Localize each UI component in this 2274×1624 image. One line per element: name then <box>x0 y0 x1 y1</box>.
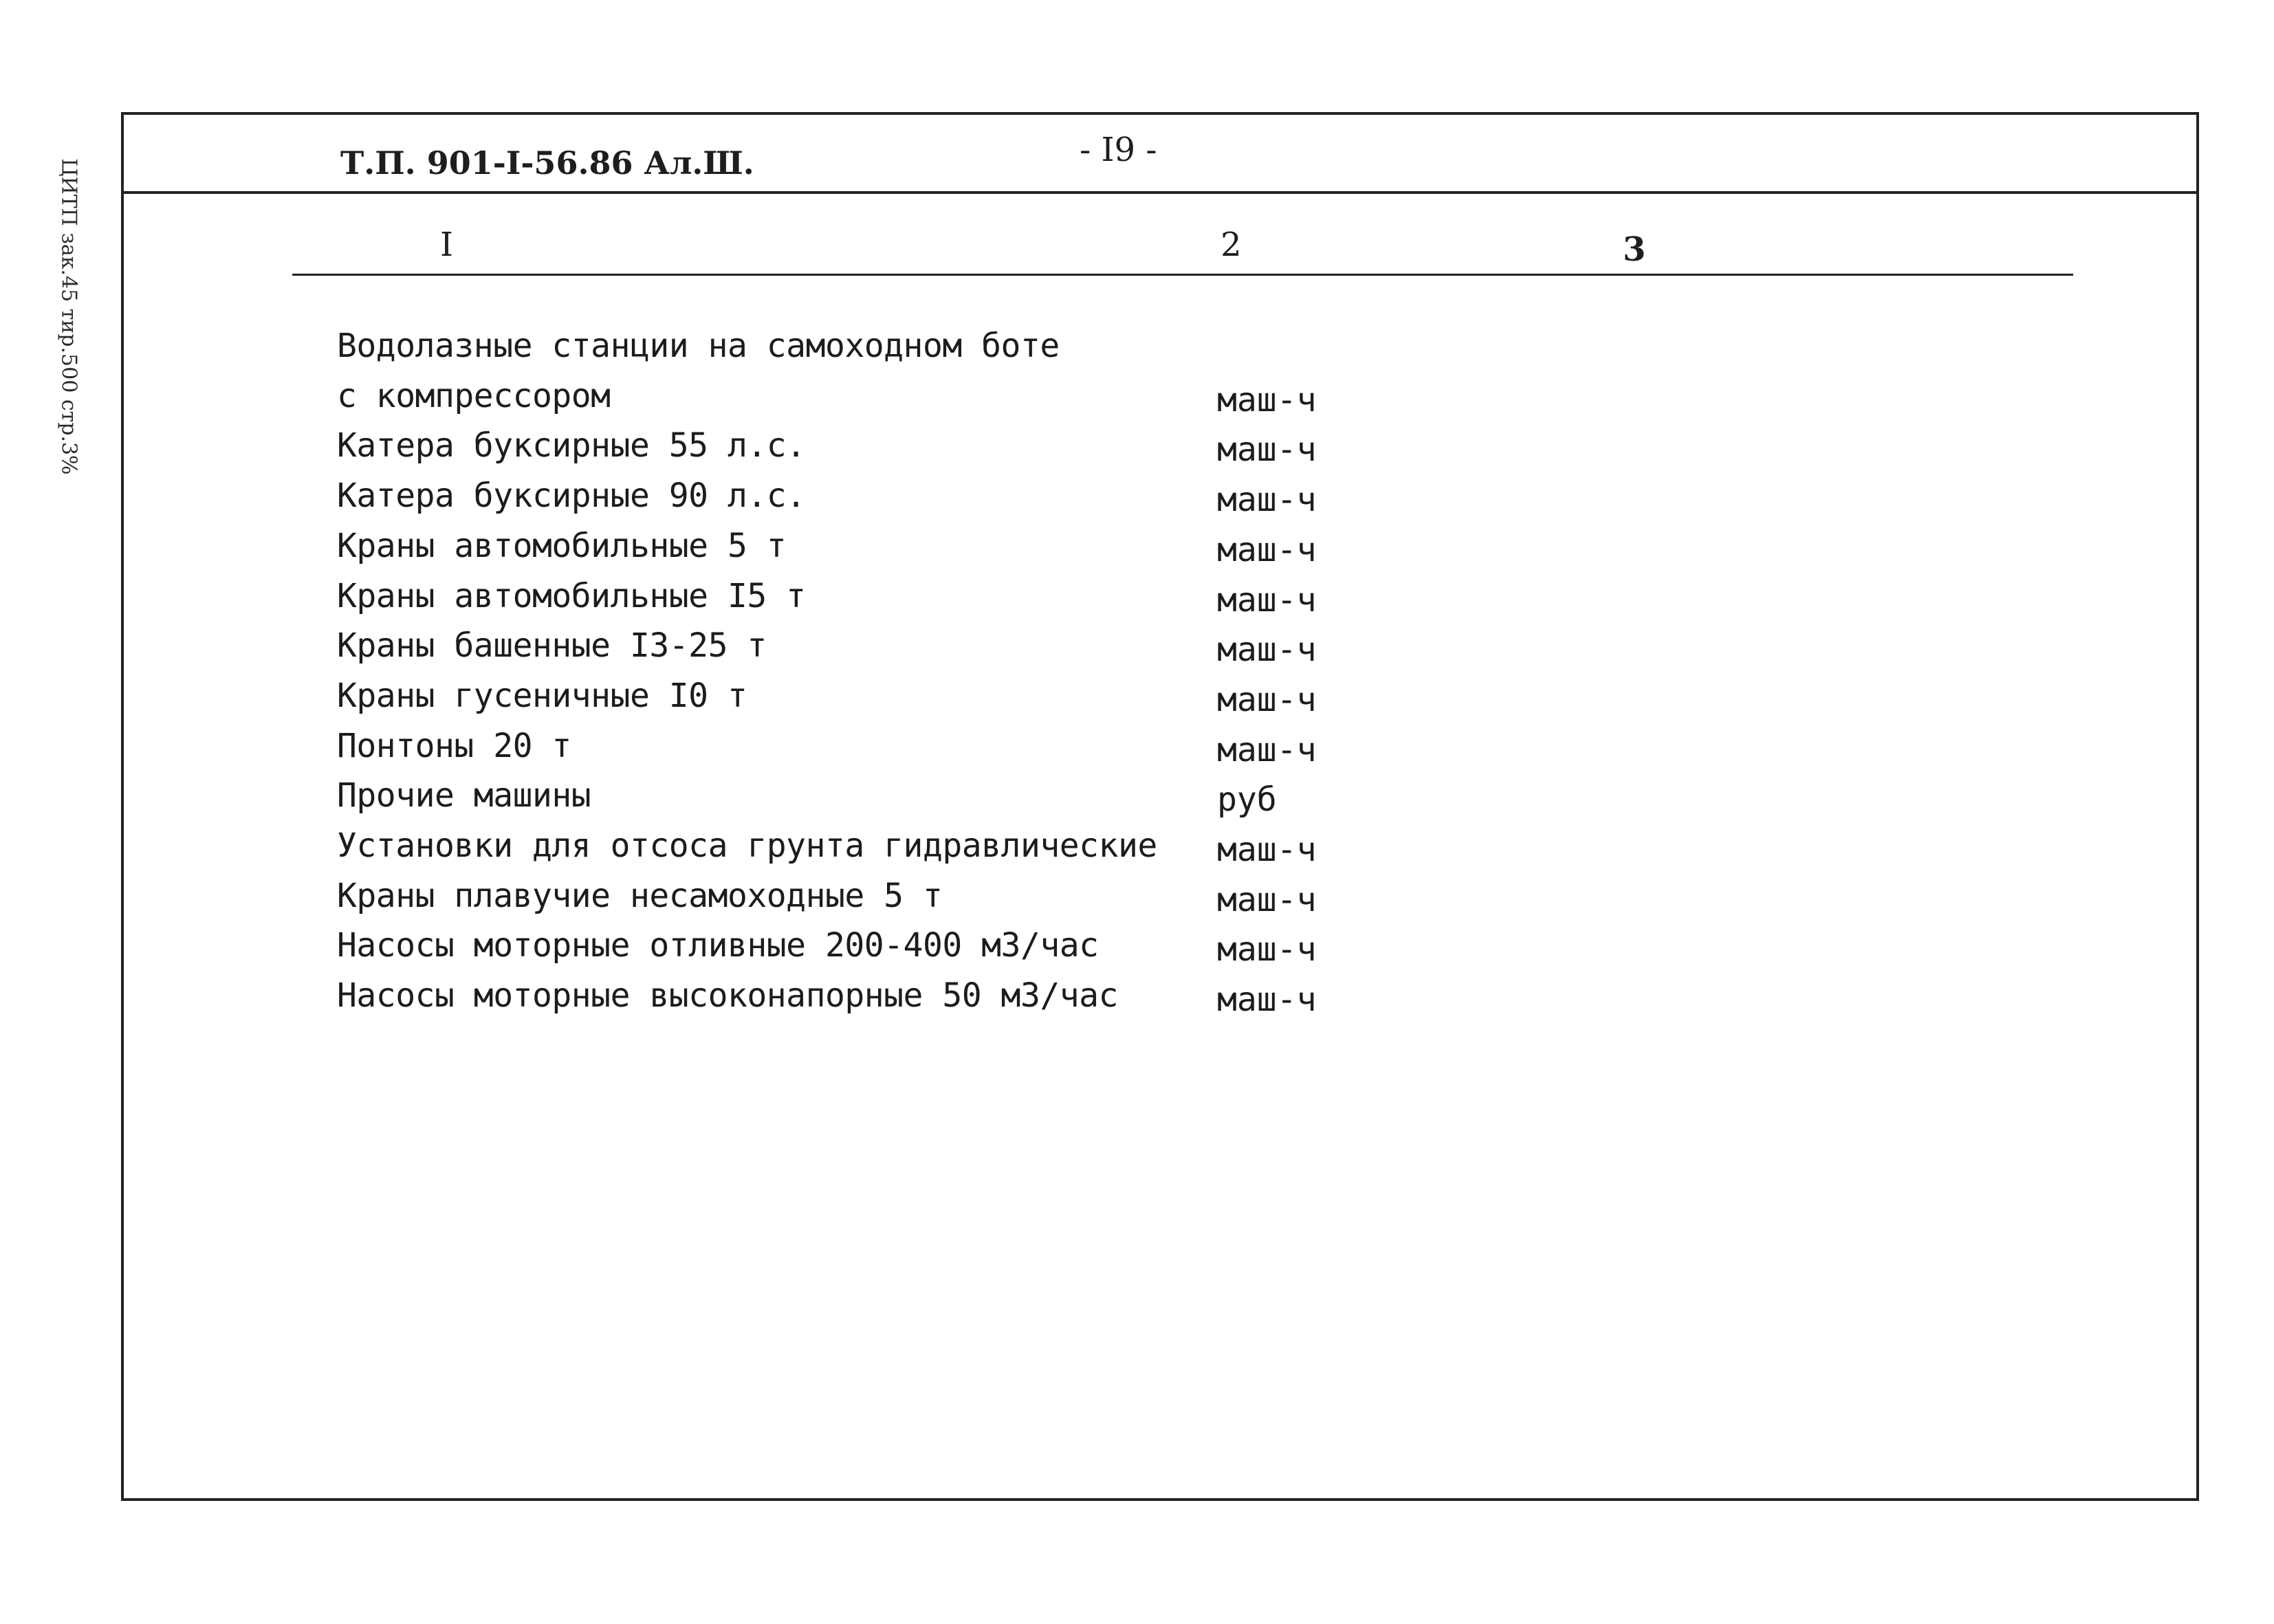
column-header-2: 2 <box>1221 226 1242 264</box>
side-print-stamp-text: ЦИТП зак.45 тир.500 стр.3% <box>56 157 81 475</box>
column-header-3: 3 <box>1623 230 1646 269</box>
table-row-name: Краны башенные I3-25 т <box>337 626 767 666</box>
table-row-unit: маш-ч <box>1217 430 1317 470</box>
table-row-name: Насосы моторные высоконапорные 50 м3/час <box>337 976 1118 1016</box>
table-row-unit: маш-ч <box>1217 930 1317 969</box>
column-header-rule <box>292 274 2073 276</box>
table-row-unit: руб <box>1217 780 1277 820</box>
table-row-name: с компрессором <box>337 376 611 415</box>
table-row-name: Катера буксирные 55 л.с. <box>337 426 806 465</box>
table-row-name: Насосы моторные отливные 200-400 м3/час <box>337 926 1099 965</box>
table-row-name: Краны гусеничные I0 т <box>337 676 747 715</box>
table-row-unit: маш-ч <box>1217 880 1317 919</box>
table-row-name: Прочие машины <box>337 776 591 815</box>
table-row-unit: маш-ч <box>1217 831 1317 869</box>
table-row-unit: маш-ч <box>1217 481 1317 520</box>
table-row-name: Краны плавучие несамоходные 5 т <box>337 876 943 915</box>
table-row-unit: маш-ч <box>1217 980 1317 1020</box>
side-print-stamp <box>41 124 96 509</box>
table-row-name: Понтоны 20 т <box>337 726 571 765</box>
document-code: Т.П. 901-I-56.86 Ал.Ш. <box>340 144 754 182</box>
table-row-name: Краны автомобильные 5 т <box>337 526 787 565</box>
table-row-name: Катера буксирные 90 л.с. <box>337 476 806 516</box>
table-row-unit: маш-ч <box>1217 730 1317 769</box>
table-row-unit: маш-ч <box>1217 630 1317 670</box>
table-row-unit: маш-ч <box>1217 530 1317 569</box>
page-number: - I9 - <box>1080 131 1157 169</box>
table-row-unit: маш-ч <box>1217 580 1317 619</box>
table-row-name: Установки для отсоса грунта гидравлические <box>337 826 1157 865</box>
table-row-unit: маш-ч <box>1217 680 1317 719</box>
column-header-1: I <box>440 226 453 264</box>
table-row-name: Водолазные станции на самоходном боте <box>337 327 1060 365</box>
header-divider <box>124 191 2199 194</box>
table-row-unit: маш-ч <box>1217 380 1317 419</box>
table-row-name: Краны автомобильные I5 т <box>337 576 806 615</box>
